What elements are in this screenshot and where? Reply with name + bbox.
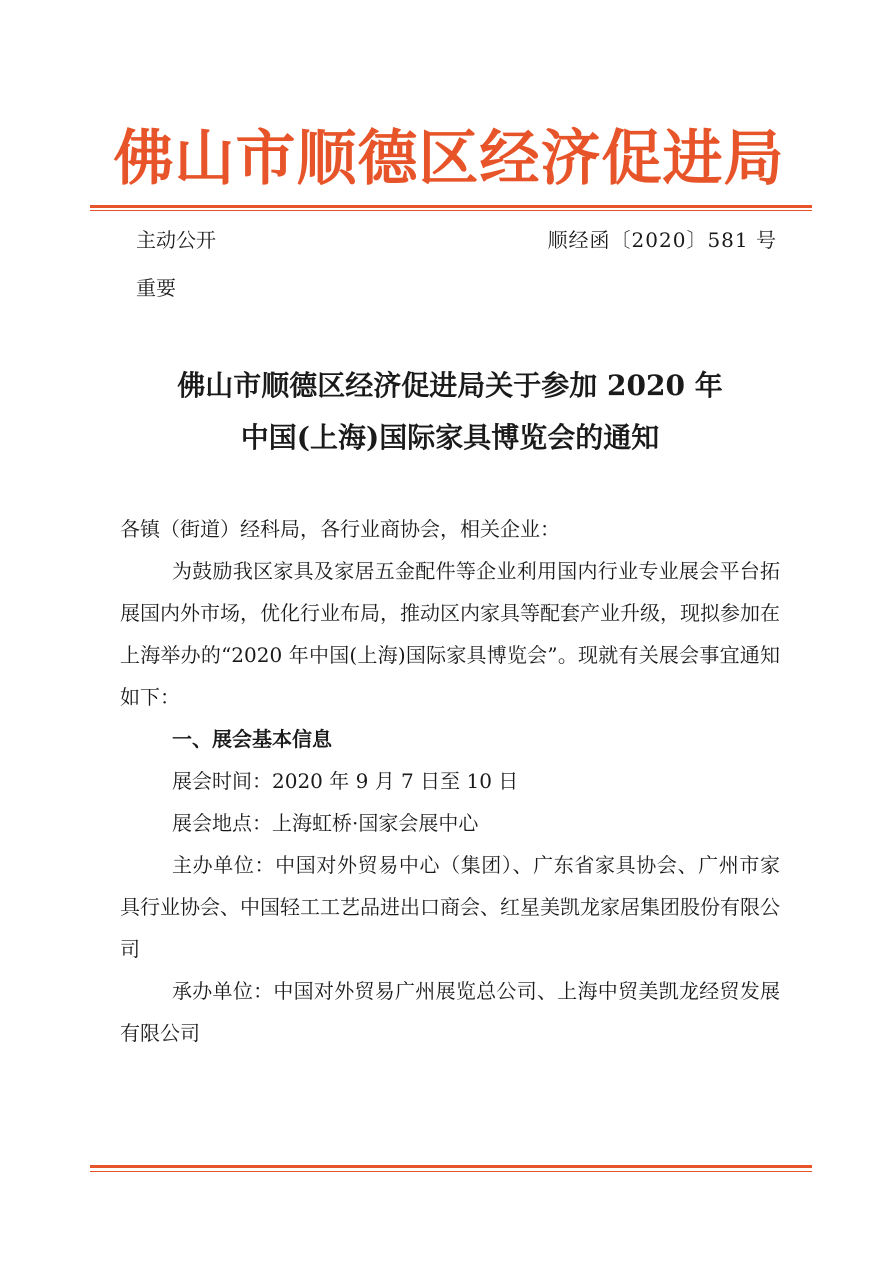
intro-paragraph: 为鼓励我区家具及家居五金配件等企业利用国内行业专业展会平台拓展国内外市场，优化行业布局，推动区内家具等配套产业升级，现拟参加在上海举办的“2020 年中国(上海)国际家具博览会”。现就有关展会事宜通知如下： [120,559,780,709]
footer-rule-thin [90,1171,812,1172]
priority-label: 重要 [136,276,176,300]
document-title-line-2: 中国(上海)国际家具博览会的通知 [240,421,660,454]
header-rule-thick [90,205,812,208]
exhibition-venue: 展会地点：上海虹桥·国家会展中心 [172,811,479,835]
co-organizers: 承办单位：中国对外贸易广州展览总公司、上海中贸美凯龙经贸发展有限公司 [120,979,780,1045]
section-heading-1: 一、展会基本信息 [172,727,332,751]
organizers: 主办单位：中国对外贸易中心（集团）、广东省家具协会、广州市家具行业协会、中国轻工工艺品进出口商会、红星美凯龙家居集团股份有限公司 [120,853,780,961]
document-title [100,360,800,464]
document-number: 顺经函〔2020〕581 号 [547,228,777,252]
footer-rule-thick [90,1165,812,1168]
header-rule-thin [90,210,812,211]
salutation: 各镇（街道）经科局，各行业商协会，相关企业： [120,517,560,541]
document-body [120,508,780,1054]
exhibition-time: 展会时间：2020 年 9 月 7 日至 10 日 [172,769,519,793]
disclosure-label: 主动公开 [136,228,216,252]
document-title-line-1: 佛山市顺德区经济促进局关于参加 2020 年 [177,369,723,402]
agency-header-title: 佛山市顺德区经济促进局 [113,124,785,194]
